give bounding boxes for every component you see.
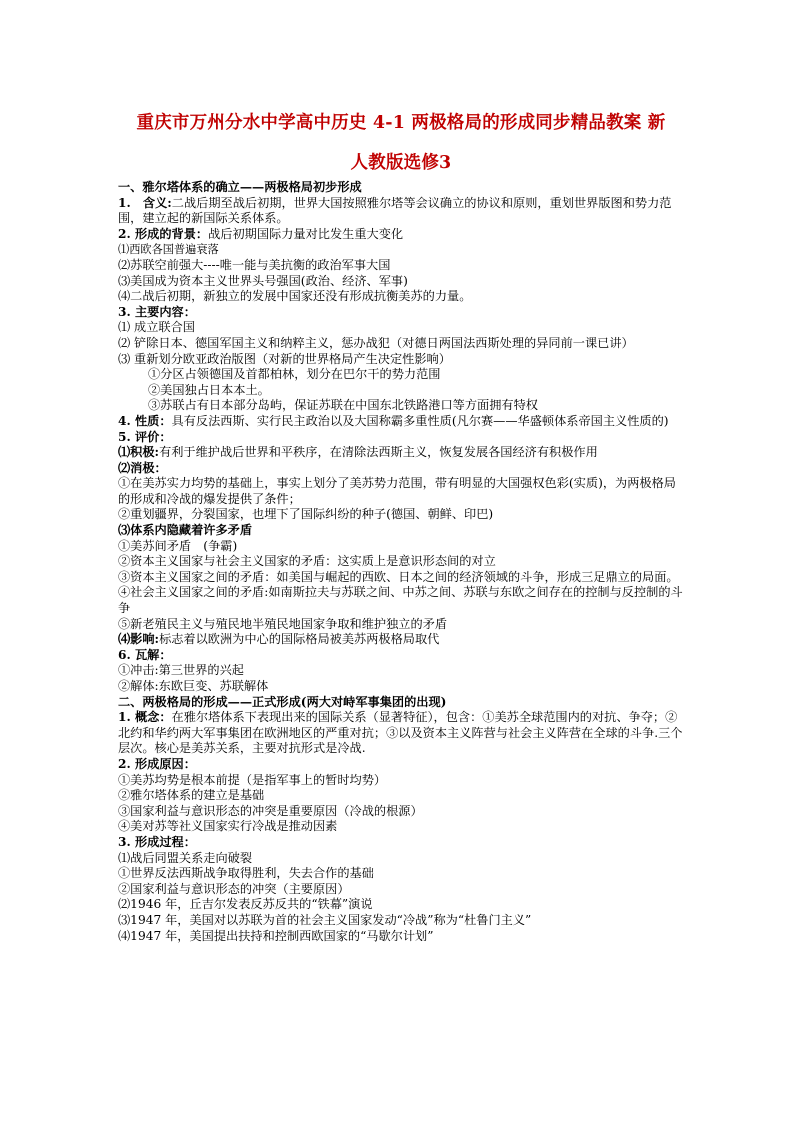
text-line — [118, 773, 684, 789]
document-title — [118, 106, 684, 180]
item-label: 2. 形成的背景： — [118, 226, 209, 241]
text-line — [118, 882, 684, 898]
item-text: ⑤新老殖民主义与殖民地半殖民地国家争取和维护独立的矛盾 — [118, 616, 448, 631]
item-text: ③国家利益与意识形态的冲突是重要原因（冷战的根源） — [118, 803, 423, 818]
document-body — [118, 180, 684, 944]
item-text: ①世界反法西斯战争取得胜利，失去合作的基础 — [118, 866, 374, 881]
title-line-1: 重庆市万州分水中学高中历史 4-1 两极格局的形成同步精品教案 新 — [136, 113, 666, 133]
text-line — [118, 445, 684, 461]
text-line — [118, 913, 684, 929]
item-text: ②解体:东欧巨变、苏联解体 — [118, 679, 269, 693]
text-line — [118, 227, 684, 243]
item-text: 有利于维护战后世界和平秩序，在清除法西斯主义，恢复发展各国经济有积极作用 — [159, 445, 598, 460]
text-line — [118, 585, 684, 616]
text-line — [118, 398, 684, 414]
title-line-2: 人教版选修3 — [350, 153, 452, 173]
text-line — [118, 757, 684, 773]
text-line — [118, 289, 684, 305]
item-text: 具有反法西斯、实行民主政治以及大国称霸多重性质(凡尔赛——华盛顿体系帝国主义性质的) — [171, 413, 669, 428]
text-line — [118, 242, 684, 258]
item-text: ①美苏间矛盾 (争霸) — [118, 538, 238, 553]
text-line — [118, 648, 684, 664]
text-line — [118, 819, 684, 835]
item-text: ②美国独占日本本土。 — [148, 382, 270, 397]
item-label: ⑷影响: — [118, 632, 160, 647]
text-line — [118, 430, 684, 446]
text-line — [118, 570, 684, 586]
item-text: 二战后期至战后初期，世界大国按照雅尔塔等会议确立的协议和原则，重划世界版图和势力范围，建立起的新国际关系体系。 — [118, 195, 672, 226]
text-line — [118, 539, 684, 555]
item-label: 1. 概念： — [118, 710, 172, 725]
item-text: ⑶美国成为资本主义世界头号强国(政治、经济、军事) — [118, 273, 408, 288]
item-label: 3. 主要内容： — [118, 304, 196, 319]
item-text: ①美苏均势是根本前提（是指军事上的暂时均势） — [118, 772, 387, 787]
section-heading — [118, 180, 684, 196]
item-text: ⑵1946 年，丘吉尔发表反苏反共的“铁幕”演说 — [118, 897, 373, 912]
item-text: ⑶1947 年，美国对以苏联为首的社会主义国家发动“冷战”称为“杜鲁门主义” — [118, 912, 532, 927]
section-heading — [118, 695, 684, 711]
document-page — [118, 100, 684, 944]
item-text: ②国家利益与意识形态的冲突（主要原因） — [118, 881, 350, 896]
text-line — [118, 804, 684, 820]
text-line — [118, 476, 684, 507]
item-text: ⑶ 重新划分欧亚政治版图（对新的世界格局产生决定性影响） — [118, 351, 451, 366]
text-line — [118, 352, 684, 368]
item-text: ③苏联占有日本部分岛屿，保证苏联在中国东北铁路港口等方面拥有特权 — [148, 398, 538, 413]
item-label: 1. 含义: — [118, 195, 172, 210]
item-label: 5. 评价： — [118, 429, 172, 444]
text-line — [118, 367, 684, 383]
text-line — [118, 554, 684, 570]
item-text: 一、雅尔塔体系的确立——两极格局初步形成 — [118, 180, 362, 194]
text-line — [118, 617, 684, 633]
item-text: ④美对苏等社义国家实行冷战是推动因素 — [118, 819, 338, 834]
item-text: ①在美苏实力均势的基础上，事实上划分了美苏势力范围，带有明显的大国强权色彩(实质)，为两极格局的形成和冷战的爆发提供了条件； — [118, 476, 676, 506]
item-text: ②重划疆界，分裂国家，也埋下了国际纠纷的种子(德国、朝鲜、印巴) — [118, 507, 494, 522]
item-text: ④社会主义国家之间的矛盾:如南斯拉夫与苏联之间、中苏之间、苏联与东欧之间存在的控制与反控制的斗争 — [118, 585, 683, 616]
text-line — [118, 788, 684, 804]
text-line — [118, 320, 684, 336]
item-text: ⑷二战后初期，新独立的发展中国家还没有形成抗衡美苏的力量。 — [118, 289, 472, 304]
text-line — [118, 461, 684, 477]
text-line — [118, 679, 684, 695]
item-label: ⑵消极： — [118, 460, 167, 475]
text-line — [118, 897, 684, 913]
text-line — [118, 274, 684, 290]
item-label: 2. 形成原因： — [118, 756, 196, 771]
text-line — [118, 336, 684, 352]
item-text: ①分区占领德国及首都柏林，划分在巴尔干的势力范围 — [148, 367, 441, 382]
item-label: 4. 性质： — [118, 413, 172, 428]
text-line — [118, 663, 684, 679]
item-label: ⑴积极: — [118, 445, 160, 460]
text-line — [118, 507, 684, 523]
item-text: 在雅尔塔体系下表现出来的国际关系（显著特征），包含：①美苏全球范围内的对抗、争夺；②北约和华约两大军事集团在欧洲地区的严重对抗；③以及资本主义阵营与社会主义阵营在全球的斗争.三个层次。核心是美苏关系，主要对抗形式是冷战. — [118, 710, 683, 756]
text-line — [118, 196, 684, 227]
item-text: ⑴战后同盟关系走向破裂 — [118, 850, 253, 865]
item-label: 6. 瓦解： — [118, 647, 172, 662]
item-text: ②资本主义国家与社会主义国家的矛盾：这实质上是意识形态间的对立 — [118, 554, 496, 569]
text-line — [118, 258, 684, 274]
text-line — [118, 305, 684, 321]
item-text: ⑵苏联空前强大----唯一能与美抗衡的政治军事大国 — [118, 257, 391, 272]
item-text: 标志着以欧洲为中心的国际格局被美苏两极格局取代 — [159, 632, 440, 647]
text-line — [118, 523, 684, 539]
item-text: ⑷1947 年，美国提出扶持和控制西欧国家的“马歇尔计划” — [118, 928, 434, 943]
text-line — [118, 710, 684, 757]
item-label: ⑶体系内隐藏着许多矛盾 — [118, 523, 253, 538]
item-text: 二、两极格局的形成——正式形成(两大对峙军事集团的出现) — [118, 694, 447, 709]
text-line — [118, 835, 684, 851]
text-line — [118, 632, 684, 648]
item-text: ⑴ 成立联合国 — [118, 320, 195, 335]
item-text: ①冲击:第三世界的兴起 — [118, 663, 244, 678]
item-text: ⑴西欧各国普遍衰落 — [118, 243, 219, 257]
item-text: ⑵ 铲除日本、德国军国主义和纳粹主义，惩办战犯（对德日两国法西斯处理的异同前一课已讲） — [118, 335, 634, 350]
text-line — [118, 851, 684, 867]
item-text: ②雅尔塔体系的建立是基础 — [118, 788, 265, 803]
text-line — [118, 866, 684, 882]
item-text: 战后初期国际力量对比发生重大变化 — [208, 226, 404, 241]
text-line — [118, 414, 684, 430]
text-line — [118, 929, 684, 945]
item-label: 3. 形成过程： — [118, 834, 196, 849]
text-line — [118, 383, 684, 399]
item-text: ③资本主义国家之间的矛盾：如美国与崛起的西欧、日本之间的经济领域的斗争，形成三足鼎立的局面。 — [118, 569, 679, 584]
